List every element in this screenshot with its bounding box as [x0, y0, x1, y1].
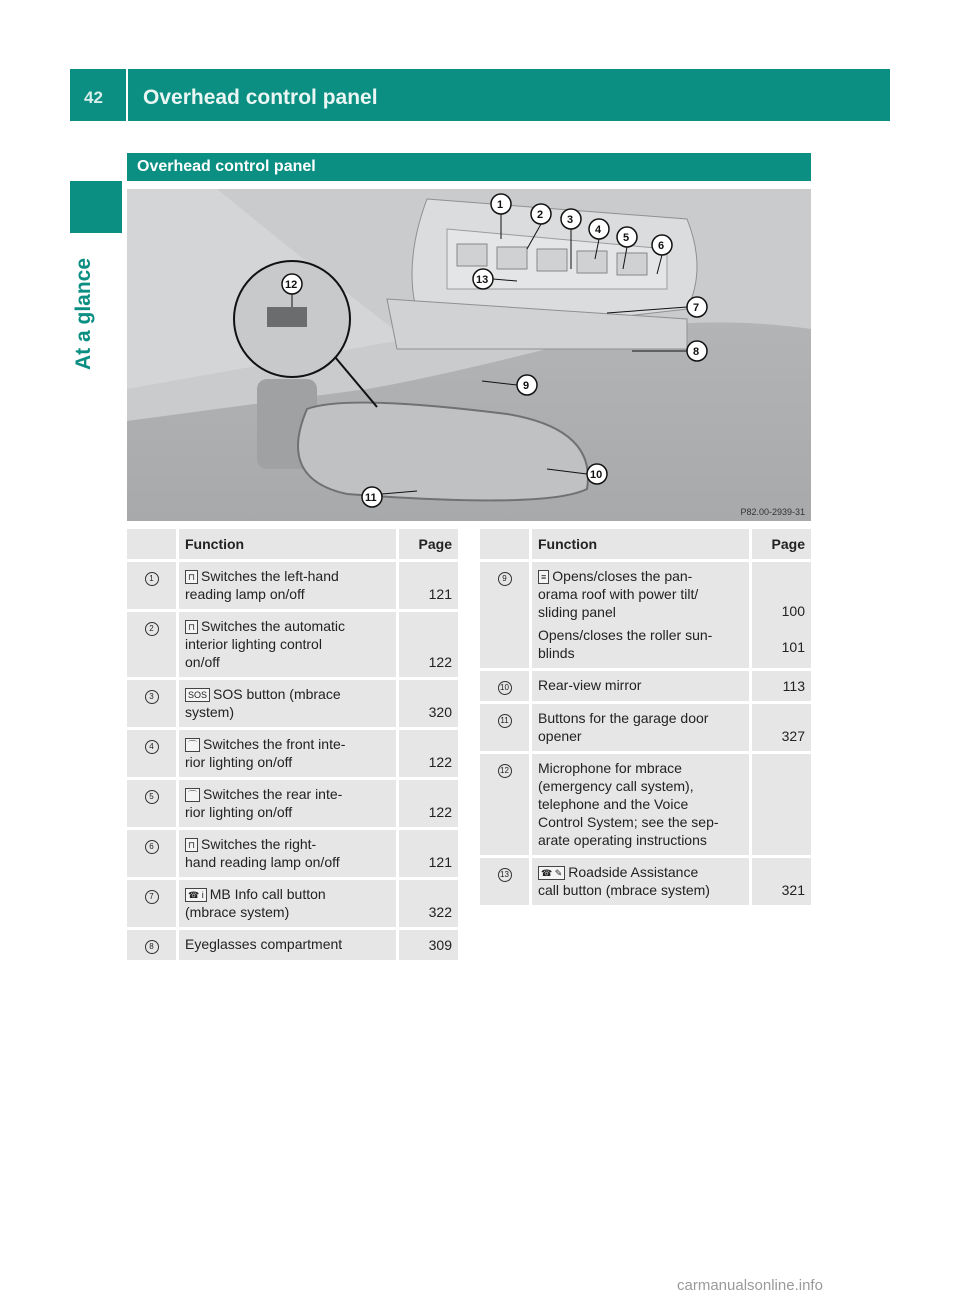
row-text: Microphone for mbrace	[538, 760, 682, 776]
svg-text:2: 2	[537, 209, 544, 221]
row-text: Control System; see the sep-	[538, 814, 719, 830]
header-title: Overhead control panel	[143, 86, 378, 109]
auto-interior-light-icon: ⊓	[185, 620, 198, 634]
table-row	[127, 562, 458, 609]
rear-interior-light-icon: ⌒	[185, 788, 200, 802]
row-number: 11	[498, 714, 512, 728]
table-row	[480, 671, 811, 701]
header-divider	[126, 69, 128, 121]
function-table-right	[480, 526, 811, 908]
table-row	[480, 562, 811, 668]
svg-text:5: 5	[623, 232, 630, 244]
row-page[interactable]: 320	[399, 680, 458, 727]
row-page[interactable]: 121	[399, 830, 458, 877]
row-page[interactable]: 113	[752, 671, 811, 701]
row-text: hand reading lamp on/off	[185, 854, 340, 870]
info-call-icon: ☎ i	[185, 888, 207, 902]
row-number: 1	[145, 572, 159, 586]
overhead-panel-illustration	[127, 189, 811, 521]
table-row	[127, 730, 458, 777]
num-header	[480, 529, 532, 559]
row-text: orama roof with power tilt/	[538, 586, 699, 602]
svg-text:6: 6	[658, 240, 665, 252]
row-text: interior lighting control	[185, 636, 322, 652]
row-text: Switches the automatic	[201, 618, 345, 634]
roadside-assistance-icon: ☎ ✎	[538, 866, 565, 880]
table-row	[127, 830, 458, 877]
table-row	[480, 754, 811, 855]
row-text: Switches the right-	[201, 836, 317, 852]
figure-id: P82.00-2939-31	[740, 507, 805, 517]
svg-text:13: 13	[476, 274, 489, 286]
table-row	[127, 930, 458, 960]
row-number: 6	[145, 840, 159, 854]
table-row	[127, 780, 458, 827]
svg-text:8: 8	[693, 346, 700, 358]
row-text: Opens/closes the pan-	[552, 568, 693, 584]
row-number: 2	[145, 622, 159, 636]
function-header: Function	[179, 529, 399, 559]
svg-text:1: 1	[497, 199, 504, 211]
reading-lamp-icon: ⊓	[185, 570, 198, 584]
sos-phone-icon: SOS	[185, 688, 210, 702]
svg-text:9: 9	[523, 380, 530, 392]
row-page[interactable]: 322	[399, 880, 458, 927]
row-text: Rear-view mirror	[538, 677, 642, 693]
table-row	[480, 704, 811, 751]
row-number: 12	[498, 764, 512, 778]
row-text: call button (mbrace system)	[538, 882, 710, 898]
function-header: Function	[532, 529, 752, 559]
row-page	[752, 754, 811, 855]
row-text: telephone and the Voice	[538, 796, 689, 812]
section-title-bar	[127, 153, 811, 181]
num-header	[127, 529, 179, 559]
page-header: Page	[752, 529, 811, 559]
row-text: opener	[538, 728, 582, 744]
row-text: Switches the rear inte-	[203, 786, 343, 802]
table-header-row	[127, 529, 458, 559]
function-table-left	[127, 526, 458, 963]
row-page[interactable]: 122	[399, 612, 458, 677]
row-text: Eyeglasses compartment	[185, 936, 343, 952]
front-interior-light-icon: ⌒	[185, 738, 200, 752]
page-header: Page	[399, 529, 458, 559]
row-number: 8	[145, 940, 159, 954]
row-page[interactable]: 121	[399, 562, 458, 609]
table-header-row	[480, 529, 811, 559]
row-text: Opens/closes the roller sun-	[538, 627, 713, 643]
table-row	[127, 612, 458, 677]
row-number: 9	[498, 572, 512, 586]
table-row	[480, 858, 811, 905]
row-text: rior lighting on/off	[185, 804, 293, 820]
svg-text:12: 12	[285, 279, 298, 291]
row-text: MB Info call button	[209, 886, 326, 902]
row-text: blinds	[538, 645, 575, 661]
row-text: Switches the front inte-	[203, 736, 346, 752]
panorama-roof-icon: ≡	[538, 570, 549, 584]
svg-text:10: 10	[590, 469, 603, 481]
reading-lamp-icon: ⊓	[185, 838, 198, 852]
row-page[interactable]: 309	[399, 930, 458, 960]
row-text: arate operating instructions	[538, 832, 707, 848]
row-text: (emergency call system),	[538, 778, 694, 794]
row-page[interactable]: 122	[399, 730, 458, 777]
row-text: Roadside Assistance	[568, 864, 699, 880]
row-text: Buttons for the garage door	[538, 710, 709, 726]
row-number: 5	[145, 790, 159, 804]
row-page[interactable]: 327	[752, 704, 811, 751]
svg-text:4: 4	[595, 224, 602, 236]
svg-text:3: 3	[567, 214, 574, 226]
row-text: reading lamp on/off	[185, 586, 305, 602]
row-number: 13	[498, 868, 512, 882]
overhead-panel-photo	[127, 189, 811, 521]
row-page[interactable]: 122	[399, 780, 458, 827]
row-number: 10	[498, 681, 512, 695]
row-number: 3	[145, 690, 159, 704]
svg-text:11: 11	[365, 492, 377, 504]
row-page[interactable]: 321	[752, 858, 811, 905]
row-text: (mbrace system)	[185, 904, 290, 920]
side-chapter-label: At a glance	[72, 257, 95, 370]
row-text: sliding panel	[538, 604, 616, 620]
footer-watermark: carmanualsonline.info	[677, 1277, 823, 1294]
row-page[interactable]: 100	[781, 603, 805, 619]
row-number: 4	[145, 740, 159, 754]
row-text: SOS button (mbrace	[213, 686, 341, 702]
table-row	[127, 680, 458, 727]
section-title: Overhead control panel	[137, 158, 316, 175]
svg-text:7: 7	[693, 302, 700, 314]
row-text: on/off	[185, 654, 220, 670]
row-text: Switches the left-hand	[201, 568, 339, 584]
row-number: 7	[145, 890, 159, 904]
page-header	[70, 69, 890, 121]
page-number: 42	[84, 88, 103, 107]
row-page-2[interactable]: 101	[781, 639, 805, 655]
table-row	[127, 880, 458, 927]
side-tab-marker	[70, 181, 122, 233]
row-text: rior lighting on/off	[185, 754, 293, 770]
row-text: system)	[185, 704, 234, 720]
